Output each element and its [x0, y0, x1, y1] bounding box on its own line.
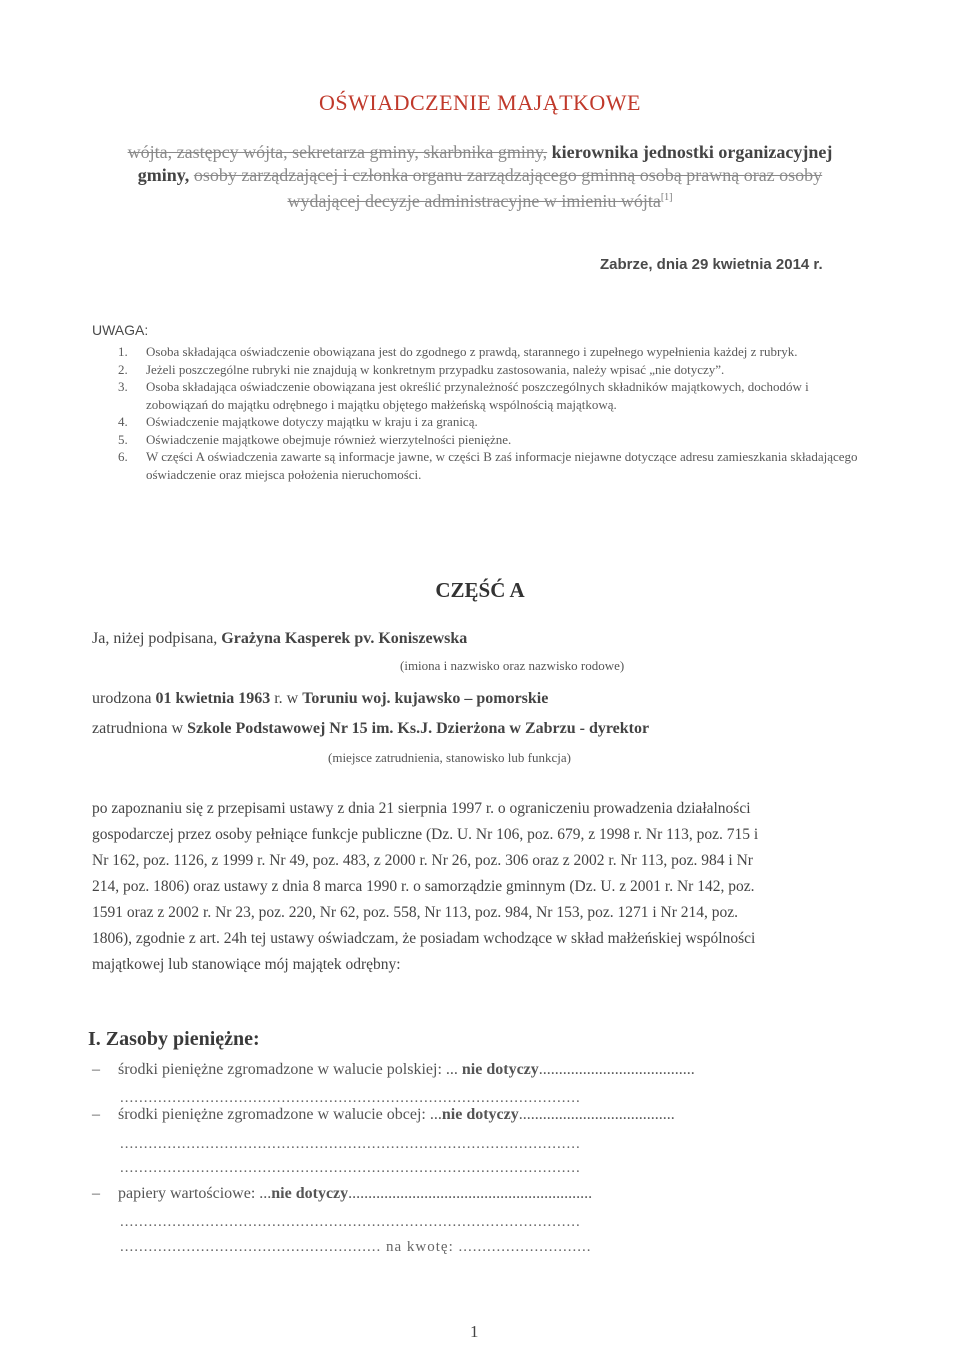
item-dots: .......................................	[538, 1061, 695, 1078]
note-item	[112, 413, 862, 431]
subtitle-line-2	[80, 164, 880, 186]
item-label: środki pieniężne zgromadzone w walucie polskiej: ...	[118, 1061, 462, 1078]
subtitle-struck-text-2: osoby zarządzającej i członka organu zarządzającego gminną osobą prawną oraz osoby	[193, 165, 823, 185]
legal-line: 214, poz. 1806) oraz ustawy z dnia 8 marca 1990 r. o samorządzie gminnym (Dz. U. z 2001 r. Nr 142, poz.	[92, 878, 755, 895]
subtitle-line-3	[80, 187, 880, 212]
legal-line: majątkowej lub stanowiące mój majątek odrębny:	[92, 956, 401, 973]
born-label: urodzona	[92, 690, 156, 707]
fill-line: .................................................................................................	[120, 1090, 581, 1106]
fill-line: .................................................................................................	[120, 1214, 581, 1230]
securities-line	[92, 1185, 592, 1203]
fill-line: .................................................................................................	[120, 1160, 581, 1176]
subtitle-kept-text-2: gminy,	[137, 165, 194, 185]
employed-label: zatrudniona w	[92, 720, 188, 737]
legal-line: Nr 162, poz. 1126, z 1999 r. Nr 49, poz. 483, z 2000 r. Nr 26, poz. 306 oraz z 2002 r. Nr 113, poz. 984 i Nr	[92, 852, 753, 869]
date-line: Zabrze, dnia 29 kwietnia 2014 r.	[600, 256, 823, 273]
notes-list	[112, 343, 862, 483]
note-text: W części A oświadczenia zawarte są informacje jawne, w części B zaś informacje niejawne dotyczące adresu zamieszkania składającego oświadczenie oraz miejsca położenia nieruchomości.	[146, 449, 858, 482]
item-value: nie dotyczy	[461, 1061, 539, 1078]
legal-paragraph	[92, 796, 862, 978]
born-place: Toruniu woj. kujawsko – pomorskie	[302, 690, 549, 707]
note-item	[112, 431, 862, 449]
name-caption: (imiona i nazwisko oraz nazwisko rodowe)	[400, 658, 625, 673]
cash-foreign-line	[92, 1106, 675, 1124]
note-text: Oświadczenie majątkowe dotyczy majątku w kraju i za granicą.	[146, 414, 478, 429]
note-number: 1.	[118, 344, 128, 359]
note-text: Oświadczenie majątkowe obejmuje również wierzytelności pieniężne.	[146, 431, 512, 447]
employment-line	[92, 720, 649, 738]
employed-value: Szkole Podstawowej Nr 15 im. Ks.J. Dzierżona w Zabrzu - dyrektor	[187, 720, 650, 737]
cash-pln-line	[92, 1061, 695, 1079]
note-number: 3.	[118, 379, 128, 394]
document-title: OŚWIADCZENIE MAJĄTKOWE	[318, 90, 641, 115]
part-a-heading: CZĘŚĆ A	[435, 578, 525, 602]
footnote-mark: [1]	[660, 192, 673, 203]
signer-prefix: Ja, niżej podpisana,	[92, 630, 222, 647]
item-label: papiery wartościowe: ...	[118, 1185, 272, 1202]
item-dots: .............................................................	[348, 1185, 593, 1202]
legal-line: 1591 oraz z 2002 r. Nr 23, poz. 220, Nr 62, poz. 558, Nr 113, poz. 984, Nr 153, poz. 1271 i Nr 214, poz.	[92, 904, 739, 921]
note-number: 5.	[118, 431, 128, 447]
born-mid: r. w	[270, 690, 303, 707]
fill-line-amount: ....................................................... na kwotę: ............................	[120, 1239, 592, 1255]
item-dots: .......................................	[518, 1106, 675, 1123]
dash-bullet: –	[92, 1106, 100, 1123]
fill-line: .................................................................................................	[120, 1136, 581, 1152]
signer-name-line	[92, 630, 467, 648]
item-label: środki pieniężne zgromadzone w walucie obcej: ...	[118, 1106, 442, 1123]
signer-name: Grażyna Kasperek pv. Koniszewska	[221, 630, 468, 647]
note-number: 4.	[118, 414, 128, 429]
note-number: 6.	[118, 449, 128, 464]
subtitle-struck-text: wójta, zastępcy wójta, sekretarza gminy, skarbnika gminy,	[127, 142, 548, 162]
item-value: nie dotyczy	[441, 1106, 519, 1123]
subtitle-line-1	[80, 141, 880, 163]
subtitle-kept-text: kierownika jednostki organizacyjnej	[547, 142, 833, 162]
note-number: 2.	[118, 361, 128, 377]
item-value: nie dotyczy	[271, 1185, 349, 1202]
note-item	[112, 361, 862, 379]
employment-caption: (miejsce zatrudnienia, stanowisko lub funkcja)	[328, 750, 571, 765]
note-text: Jeżeli poszczególne rubryki nie znajdują w konkretnym przypadku zastosowania, należy wpisać „nie dotyczy”.	[146, 361, 725, 377]
legal-line: gospodarczej przez osoby pełniące funkcje publiczne (Dz. U. Nr 106, poz. 679, z 1998 r. Nr 113, poz. 715 i	[92, 826, 759, 843]
section-i-heading: I. Zasoby pieniężne:	[88, 1028, 260, 1050]
born-date: 01 kwietnia 1963	[155, 690, 271, 707]
note-text: Osoba składająca oświadczenie obowiązana jest określić przynależność poszczególnych składników majątkowych, dochodów i zobowiązań do majątku odrębnego i majątku objętego małżeńską wspólnością majątkową.	[146, 379, 809, 412]
legal-line: 1806), zgodnie z art. 24h tej ustawy oświadczam, że posiadam wchodzące w skład małżeńskiej wspólności	[92, 930, 756, 947]
note-item	[112, 378, 862, 413]
legal-line: po zapoznaniu się z przepisami ustawy z dnia 21 sierpnia 1997 r. o ograniczeniu prowadzenia działalności	[92, 800, 751, 817]
subtitle-struck-text-3: wydającej decyzje administracyjne w imieniu wójta	[287, 191, 661, 211]
birth-line	[92, 690, 548, 708]
note-text: Osoba składająca oświadczenie obowiązana jest do zgodnego z prawdą, starannego i zupełnego wypełnienia każdej z rubryk.	[146, 344, 798, 359]
dash-bullet: –	[92, 1185, 100, 1202]
note-item	[112, 448, 862, 483]
uwaga-label: UWAGA:	[92, 322, 149, 338]
dash-bullet: –	[92, 1061, 100, 1078]
note-item	[112, 343, 862, 361]
page-number: 1	[470, 1322, 479, 1341]
